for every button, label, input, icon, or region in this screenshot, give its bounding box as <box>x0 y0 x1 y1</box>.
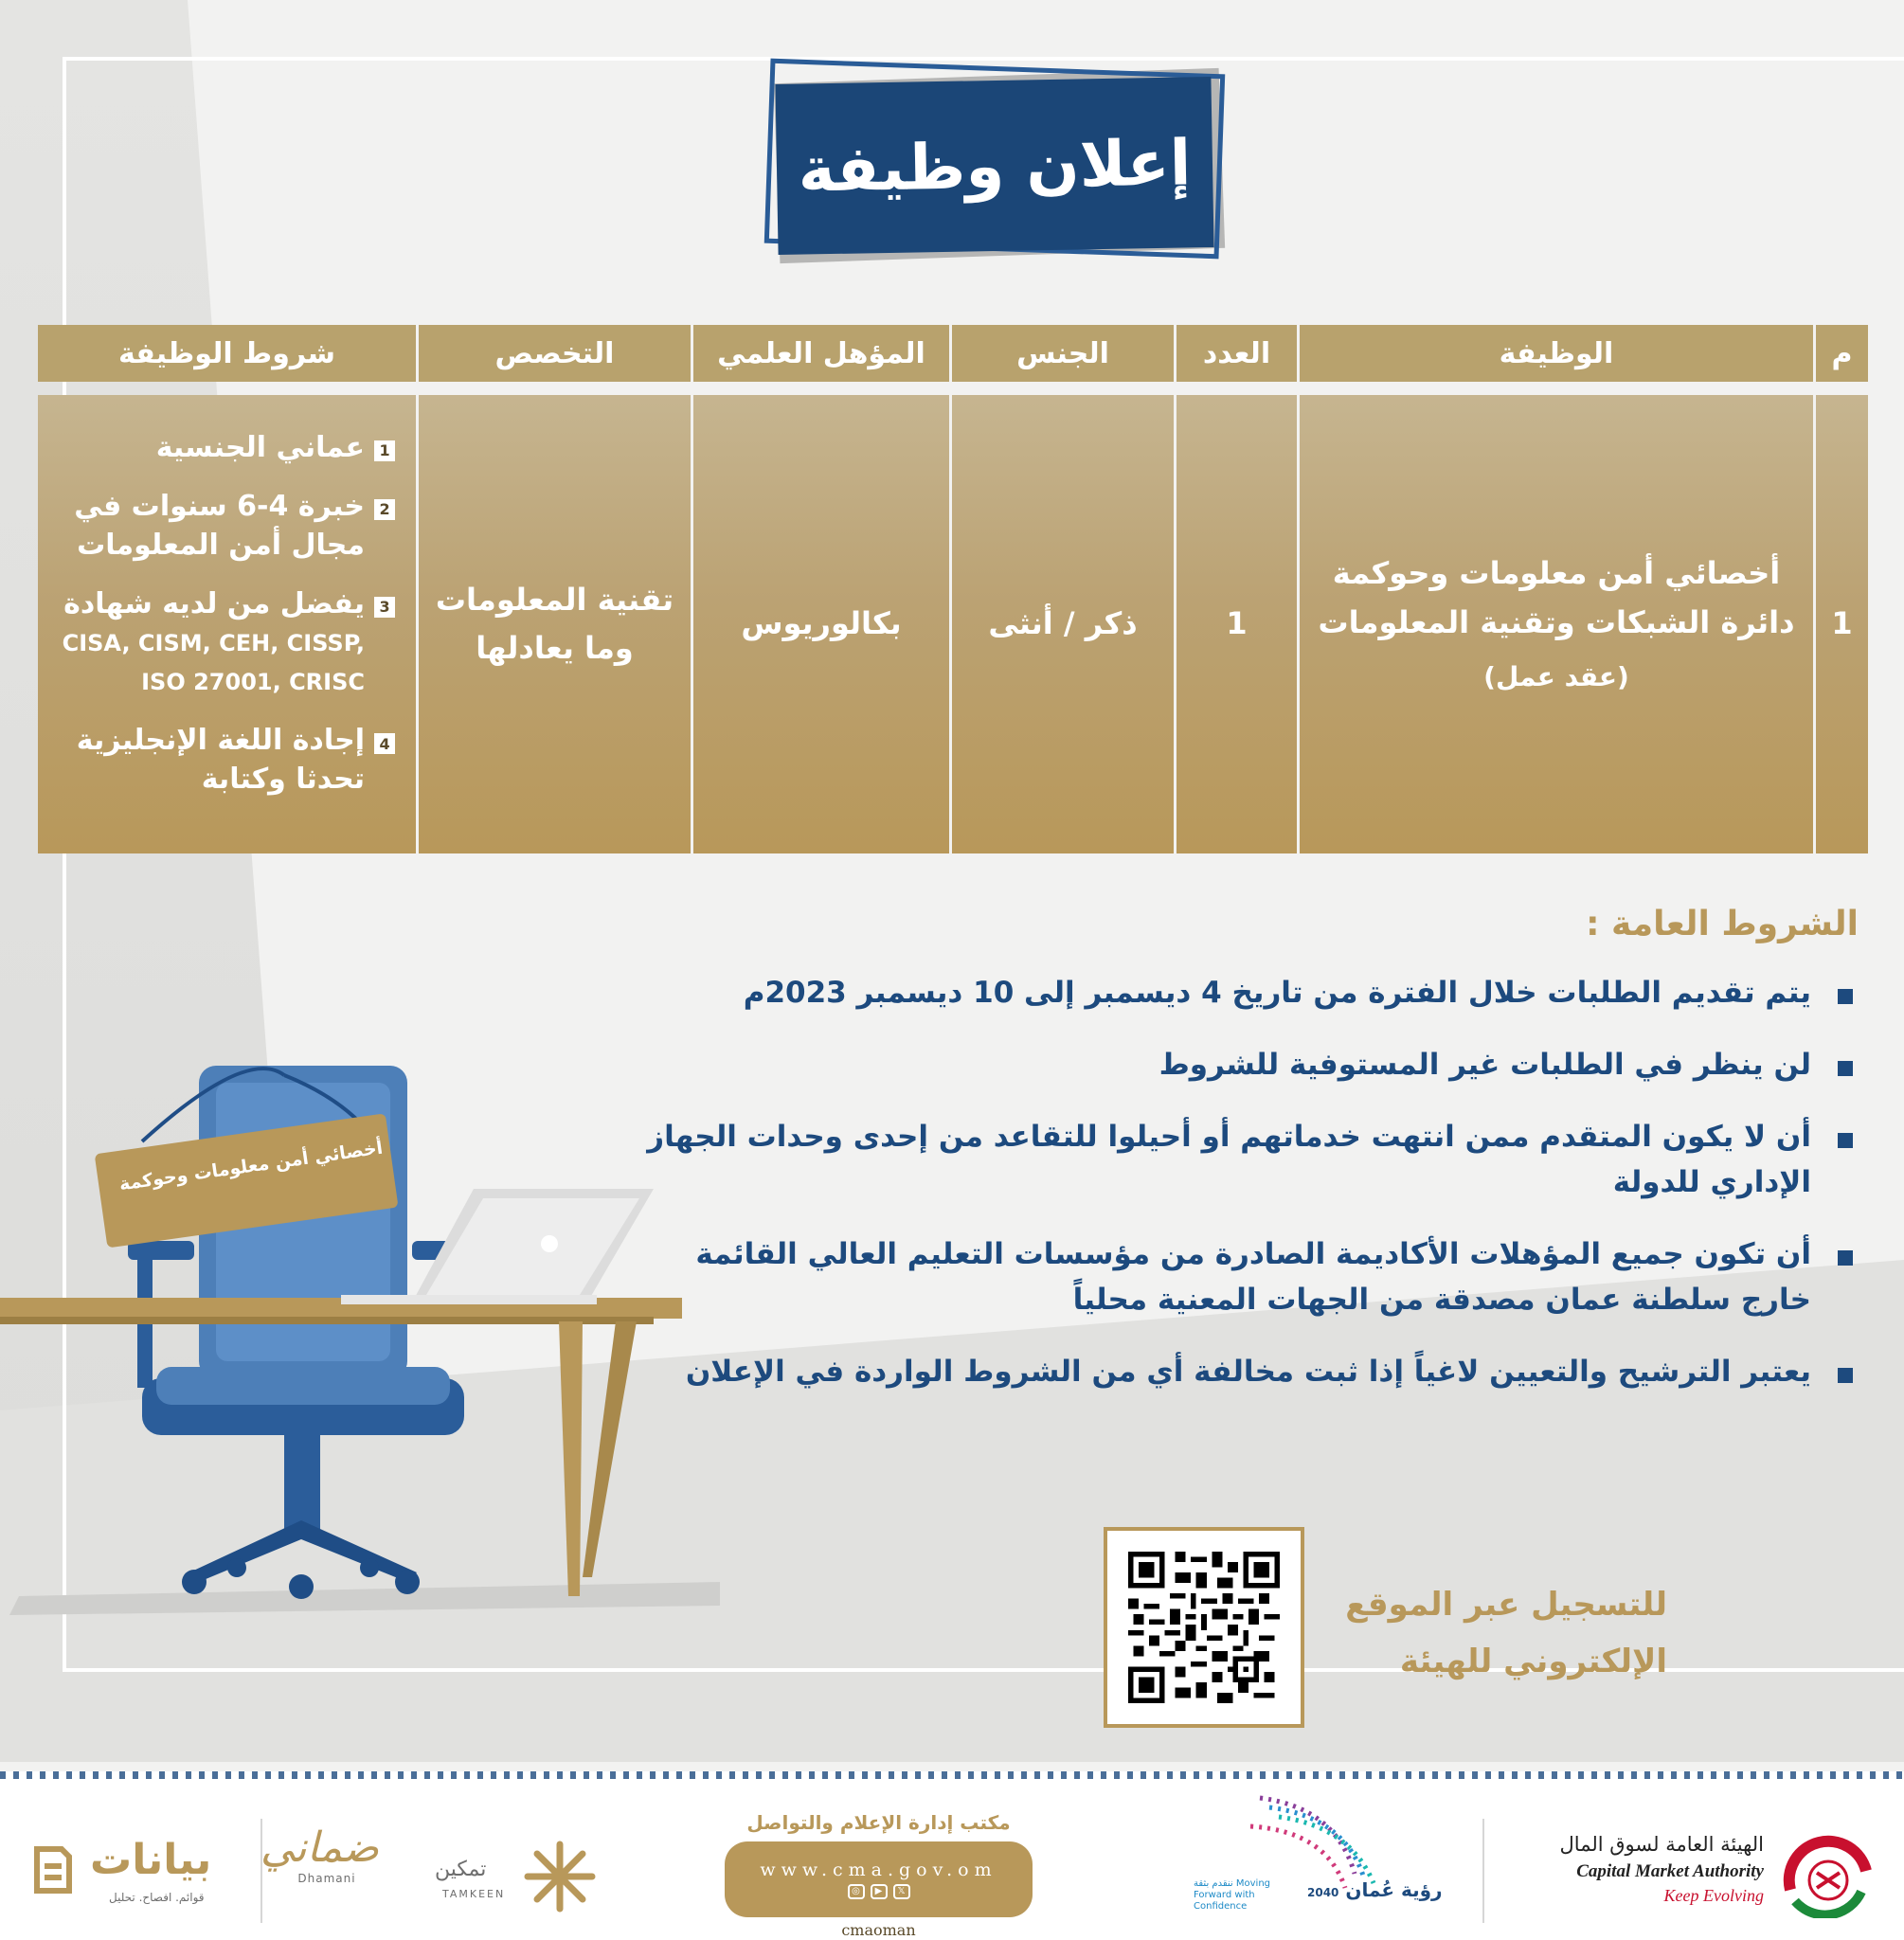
specialization-line1: تقنية المعلومات <box>435 581 674 618</box>
bullet-icon <box>1838 1368 1853 1383</box>
list-item <box>47 585 395 701</box>
list-item <box>627 1231 1859 1322</box>
bayanat-name-ar: بيانات <box>90 1836 212 1884</box>
bayanat-icon <box>33 1845 73 1895</box>
requirement-text: خبرة 4-6 سنوات في مجال أمن المعلومات <box>74 490 365 562</box>
bullet-icon <box>1838 1250 1853 1266</box>
tamkeen-logo <box>431 1833 602 1918</box>
bullet-icon <box>1838 1061 1853 1076</box>
job-title-line2: دائرة الشبكات وتقنية المعلومات <box>1318 603 1795 640</box>
list-item <box>627 1042 1859 1087</box>
job-title-line1: أخصائي أمن معلومات وحوكمة <box>1332 555 1781 592</box>
title-box <box>775 77 1213 255</box>
bullet-icon <box>1838 989 1853 1004</box>
vision-subtitle: ننقدم بثقة Moving Forward with Confidence <box>1194 1878 1271 1912</box>
qr-code[interactable] <box>1104 1527 1304 1728</box>
cell-count: 1 <box>1174 395 1297 853</box>
footer-divider <box>0 1771 1904 1779</box>
header-requirements: شروط الوظيفة <box>38 325 416 382</box>
social-icons <box>848 1884 910 1899</box>
header-qualification: المؤهل العلمي <box>691 325 949 382</box>
header-job: الوظيفة <box>1297 325 1813 382</box>
website-link[interactable]: www.cma.gov.om <box>760 1859 997 1880</box>
table-header-row <box>38 325 1868 382</box>
title-banner <box>748 38 1241 265</box>
cma-logo <box>1535 1833 1876 1918</box>
condition-text: أن لا يكون المتقدم ممن انتهت خدماتهم أو أحيلوا للتقاعد من إحدى وحدات الجهاز الإداري للدولة <box>647 1120 1811 1200</box>
chair-sign-text: أخصائي أمن معلومات وحوكمة <box>117 1137 385 1195</box>
requirement-text: عماني الجنسية <box>155 430 365 464</box>
condition-text: لن ينظر في الطلبات غير المستوفية للشروط <box>1159 1048 1811 1083</box>
condition-text: يتم تقديم الطلبات خلال الفترة من تاريخ 4 ديسمبر إلى 10 ديسمبر 2023م <box>743 976 1811 1010</box>
dhamani-name-en: Dhamani <box>297 1872 356 1885</box>
tamkeen-name-en: TAMKEEN <box>442 1888 506 1900</box>
cma-tagline: Keep Evolving <box>1663 1886 1764 1905</box>
register-line1: للتسجيل عبر الموقع <box>1345 1586 1667 1624</box>
condition-text: أن تكون جميع المؤهلات الأكاديمة الصادرة من مؤسسات التعليم العالي القائمة خارج سلطنة عمان مصدقة من الجهات المعنية محلياً <box>695 1237 1811 1318</box>
vision-title: رؤية عُمان <box>1345 1878 1443 1901</box>
cell-qualification: بكالوريوس <box>691 395 949 853</box>
condition-text: يعتبر الترشيح والتعيين لاغياً إذا ثبت مخالفة أي من الشروط الواردة في الإعلان <box>685 1355 1811 1390</box>
header-index: م <box>1813 325 1868 382</box>
youtube-icon[interactable]: ▶ <box>871 1884 888 1899</box>
requirements-list <box>38 429 416 799</box>
list-item <box>627 1349 1859 1394</box>
cma-name-en: Capital Market Authority <box>1576 1861 1764 1881</box>
bayanat-logo <box>33 1836 251 1921</box>
media-office-label: مكتب إدارة الإعلام والتواصل <box>746 1811 1011 1834</box>
qr-code-icon <box>1128 1552 1280 1703</box>
list-item <box>627 970 1859 1015</box>
dhamani-logo <box>260 1823 379 1918</box>
tamkeen-name-ar: تمكين <box>435 1858 487 1881</box>
oman-vision-logo <box>1194 1788 1459 1921</box>
requirement-number: 3 <box>374 597 395 618</box>
footer-separator <box>1482 1819 1484 1923</box>
website-pill[interactable] <box>725 1841 1033 1917</box>
list-item <box>627 1114 1859 1205</box>
certificate-list: CISA, CISM, CEH, CISSP, ISO 27001, CRISC <box>62 629 365 695</box>
registration-text <box>1326 1577 1667 1690</box>
x-icon[interactable]: 𝕏 <box>893 1884 910 1899</box>
general-conditions <box>627 905 1859 1421</box>
requirement-text: يفضل من لديه شهادة <box>63 587 365 621</box>
cma-name-ar: الهيئة العامة لسوق المال <box>1559 1833 1764 1856</box>
cell-index: 1 <box>1813 395 1868 853</box>
vision-year: 2040 <box>1307 1886 1339 1899</box>
job-table <box>38 325 1868 853</box>
list-item <box>47 429 395 468</box>
tamkeen-star-icon <box>522 1839 598 1914</box>
requirement-number: 2 <box>374 499 395 520</box>
media-office <box>725 1811 1033 1939</box>
cell-requirements <box>38 395 416 853</box>
instagram-icon[interactable]: ◎ <box>848 1884 865 1899</box>
header-count: العدد <box>1174 325 1297 382</box>
requirement-text: إجادة اللغة الإنجليزية تحدثا وكتابة <box>76 724 365 796</box>
cma-emblem-icon <box>1771 1833 1876 1918</box>
cell-gender: ذكر / أنثى <box>949 395 1174 853</box>
bullet-icon <box>1838 1133 1853 1148</box>
header-specialization: التخصص <box>416 325 691 382</box>
cell-job <box>1297 395 1813 853</box>
register-line2: الإلكتروني للهيئة <box>1399 1642 1667 1680</box>
requirement-number: 4 <box>374 733 395 754</box>
specialization-line2: وما يعادلها <box>476 630 634 666</box>
page-title: إعلان وظيفة <box>797 125 1193 207</box>
general-conditions-heading: الشروط العامة : <box>1586 905 1859 943</box>
requirement-number: 1 <box>374 440 395 461</box>
bayanat-subtitle: قوائم. افصاح. تحليل <box>109 1891 205 1904</box>
dhamani-name-ar: ضماني <box>260 1823 379 1872</box>
header-gender: الجنس <box>949 325 1174 382</box>
list-item <box>47 722 395 799</box>
cell-specialization <box>416 395 691 853</box>
job-note: (عقد عمل) <box>1483 660 1629 692</box>
social-handle: cmaoman <box>841 1921 916 1939</box>
table-row <box>38 395 1868 853</box>
list-item <box>47 488 395 565</box>
conditions-list <box>627 970 1859 1394</box>
